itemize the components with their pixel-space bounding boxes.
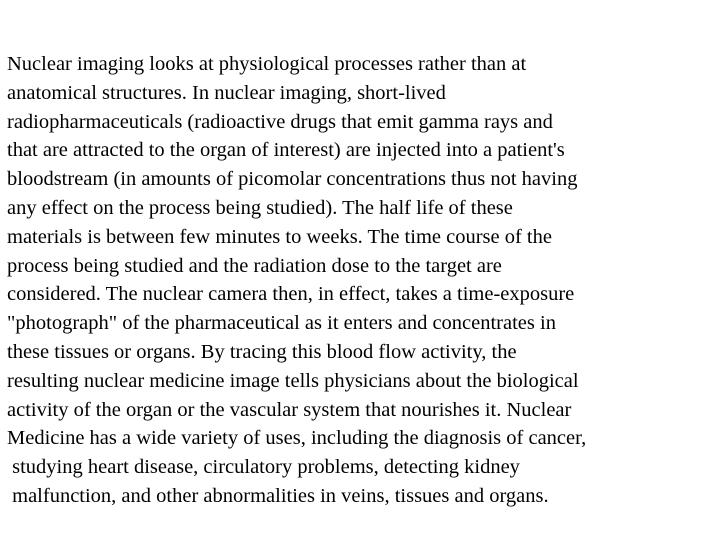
paragraph-line: that are attracted to the organ of interest) are injected into a patient's bbox=[7, 139, 565, 162]
paragraph-line: Medicine has a wide variety of uses, including the diagnosis of cancer, bbox=[7, 427, 587, 450]
paragraph-line: these tissues or organs. By tracing this blood flow activity, the bbox=[7, 340, 517, 363]
paragraph-line: radiopharmaceuticals (radioactive drugs that emit gamma rays and bbox=[7, 110, 553, 133]
paragraph-line: process being studied and the radiation dose to the target are bbox=[7, 254, 502, 277]
paragraph-line: bloodstream (in amounts of picomolar concentrations thus not having bbox=[7, 168, 578, 191]
paragraph-line: any effect on the process being studied). The half life of these bbox=[7, 196, 513, 219]
paragraph-line: materials is between few minutes to weeks. The time course of the bbox=[7, 225, 552, 248]
paragraph-line: Nuclear imaging looks at physiological processes rather than at bbox=[7, 53, 527, 75]
paragraph-line: "photograph" of the pharmaceutical as it enters and concentrates in bbox=[7, 312, 556, 335]
paragraph-line: considered. The nuclear camera then, in effect, takes a time-exposure bbox=[7, 283, 575, 306]
paragraph-line: malfunction, and other abnormalities in veins, tissues and organs. bbox=[7, 484, 549, 507]
paragraph-line: activity of the organ or the vascular system that nourishes it. Nuclear bbox=[7, 398, 572, 421]
body-paragraph bbox=[7, 50, 712, 511]
paragraph-line: anatomical structures. In nuclear imaging, short-lived bbox=[7, 81, 446, 104]
paragraph-line: studying heart disease, circulatory problems, detecting kidney bbox=[7, 456, 520, 479]
paragraph-line: resulting nuclear medicine image tells physicians about the biological bbox=[7, 369, 579, 392]
